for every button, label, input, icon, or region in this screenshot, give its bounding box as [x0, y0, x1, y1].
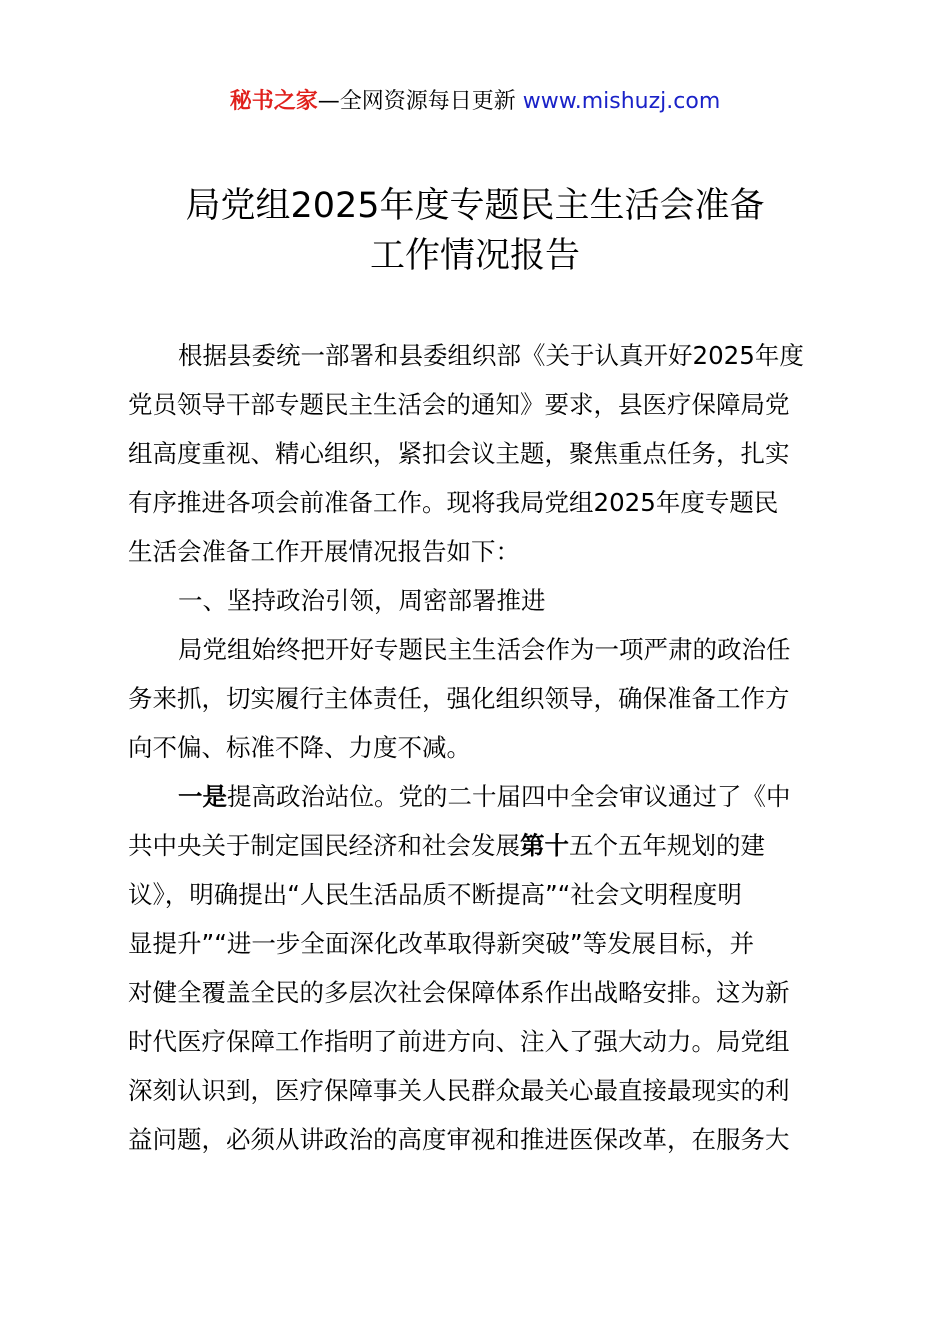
document-body: [128, 331, 838, 1164]
paragraph-line: 一是 提高政治站位。党的二十届四中全会审议通过了《中: [128, 772, 838, 821]
paragraph-line: 深刻认识到，医疗保障事关人民群众最关心最直接最现实的利: [128, 1076, 790, 1105]
paragraph-line: 根据县委统一部署和县委组织部《关于认真开好2025年度: [178, 341, 804, 370]
banner-tagline: —全网资源每日更新: [317, 89, 523, 114]
emphasis-number: 第十: [520, 831, 569, 860]
document-title-line-2: 工作情况报告: [369, 236, 580, 276]
paragraph-line: 务来抓，切实履行主体责任，强化组织领导，确保准备工作方: [128, 684, 790, 713]
paragraph-line: 向不偏、标准不降、力度不减。: [128, 733, 471, 762]
paragraph-line: 显提升”“进一步全面深化改革取得新突破”等发展目标，并: [128, 929, 755, 958]
paragraph-line: 组高度重视、精心组织，紧扣会议主题，聚焦重点任务，扎实: [128, 439, 790, 468]
brand-name: 秘书之家: [229, 89, 318, 114]
paragraph-line: 时代医疗保障工作指明了前进方向、注入了强大动力。局党组: [128, 1027, 790, 1056]
emphasis-lead: 一是: [178, 782, 227, 811]
document-title-line-1: 局党组2025年度专题民主生活会准备: [185, 186, 765, 226]
paragraph-line: 党员领导干部专题民主生活会的通知》要求，县医疗保障局党: [128, 390, 790, 419]
paragraph-line: 益问题，必须从讲政治的高度审视和推进医保改革，在服务大: [128, 1125, 790, 1154]
paragraph-line: 议》，明确提出“人民生活品质不断提高”“社会文明程度明: [128, 880, 742, 909]
paragraph-line: 有序推进各项会前准备工作。现将我局党组2025年度专题民: [128, 488, 779, 517]
site-banner: [0, 86, 950, 118]
section-heading: 一、坚持政治引领，周密部署推进: [178, 586, 546, 615]
site-url[interactable]: www.mishuzj.com: [522, 89, 721, 114]
paragraph-line: 生活会准备工作开展情况报告如下：: [128, 537, 520, 566]
paragraph-line: 共中央关于制定国民经济和社会发展 第十 五个五年规划的建: [128, 821, 838, 870]
paragraph-line: 对健全覆盖全民的多层次社会保障体系作出战略安排。这为新: [128, 978, 790, 1007]
paragraph-line: 局党组始终把开好专题民主生活会作为一项严肃的政治任: [178, 635, 791, 664]
